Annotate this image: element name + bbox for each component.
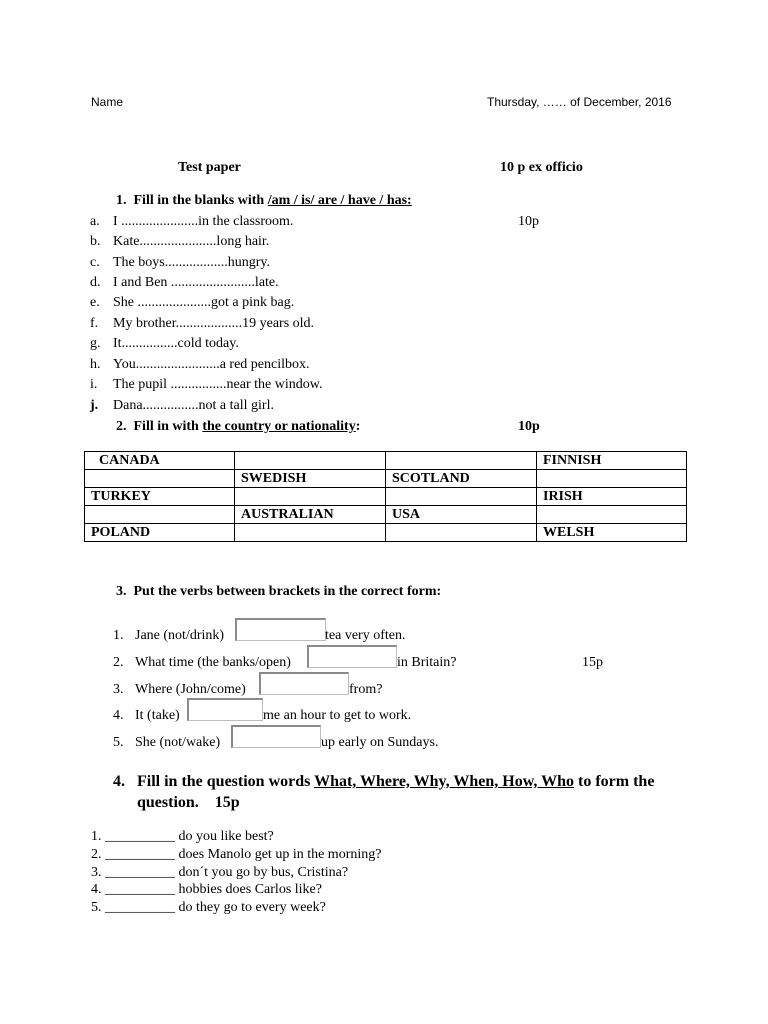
table-cell: CANADA (85, 452, 235, 470)
ex1-item-text: The pupil ................near the window. (113, 377, 323, 392)
ex1-item-text: Kate......................long hair. (113, 234, 270, 249)
ex1-item-letter: g. (90, 336, 101, 351)
ex1-item-text: My brother...................19 years old. (113, 316, 315, 331)
ex4-item-text: does Manolo get up in the morning? (178, 847, 382, 862)
ex2-instruction-underlined: the country or nationality (202, 419, 356, 434)
ex1-item-text: Dana................not a tall girl. (113, 398, 274, 413)
table-cell (235, 524, 386, 542)
ex4-item (91, 829, 274, 845)
ex3-item-before: She (not/wake) (135, 735, 221, 750)
table-row (85, 452, 687, 470)
table-cell (386, 488, 537, 506)
ex4-number: 4. (113, 773, 125, 790)
table-cell (85, 470, 235, 488)
table-cell: IRISH (537, 488, 687, 506)
ex4-item-number: 1. (91, 829, 102, 844)
ex1-item-letter: b. (90, 234, 101, 249)
table-row (85, 506, 687, 524)
ex4-item-text: do they go to every week? (178, 900, 326, 915)
ex1-instruction-underlined: /am / is/ are / have / has: (267, 193, 412, 208)
table-cell: FINNISH (537, 452, 687, 470)
ex4-item-text: hobbies does Carlos like? (178, 882, 322, 897)
ex4-points: 15p (214, 794, 240, 811)
ex-officio-points: 10 p ex officio (500, 160, 583, 175)
ex1-item-letter: d. (90, 275, 101, 290)
ex1-item-letter: a. (90, 214, 100, 229)
table-cell: WELSH (537, 524, 687, 542)
ex1-item-letter: j. (90, 398, 99, 413)
ex3-item-after: up early on Sundays. (321, 735, 439, 750)
ex1-item-letter: e. (90, 295, 100, 310)
ex4-instruction-suffix: to form the question. (137, 773, 655, 811)
date-line: Thursday, …… of December, 2016 (487, 95, 672, 109)
table-cell: SCOTLAND (386, 470, 537, 488)
answer-box[interactable] (231, 725, 321, 748)
ex3-item-number: 3. (113, 682, 124, 697)
table-cell (386, 524, 537, 542)
answer-box[interactable] (259, 672, 349, 695)
answer-box[interactable] (307, 645, 397, 668)
ex2-instruction-suffix: : (355, 419, 361, 434)
ex1-item-letter: f. (90, 316, 99, 331)
table-cell (537, 470, 687, 488)
ex3-item-after: in Britain? (397, 655, 457, 670)
table-row (85, 470, 687, 488)
table-cell: USA (386, 506, 537, 524)
table-row (85, 488, 687, 506)
ex2-number: 2. (116, 419, 127, 434)
ex1-number: 1. (116, 193, 127, 208)
ex4-item-blank: __________ (105, 847, 175, 862)
ex2-instruction-prefix: Fill in with (133, 419, 203, 434)
ex3-number: 3. (116, 584, 127, 599)
ex4-item-text: do you like best? (178, 829, 274, 844)
ex1-instruction-prefix: Fill in the blanks with (133, 193, 268, 208)
ex1-item-text: I ......................in the classroom. (113, 214, 294, 229)
table-cell (235, 452, 386, 470)
paper-title: Test paper (178, 160, 241, 175)
ex4-item-text: don´t you go by bus, Cristina? (178, 865, 349, 880)
ex4-item-number: 4. (91, 882, 102, 897)
ex3-instruction: Put the verbs between brackets in the correct form: (133, 584, 442, 599)
table-cell (537, 506, 687, 524)
ex4-item-blank: __________ (105, 900, 175, 915)
ex4-item-number: 5. (91, 900, 102, 915)
ex3-heading (116, 584, 441, 600)
ex1-heading (116, 193, 412, 209)
ex1-item-text: I and Ben ........................late. (113, 275, 279, 290)
countries-table (84, 451, 687, 542)
table-cell: POLAND (85, 524, 235, 542)
ex2-points: 10p (518, 419, 540, 434)
ex4-item-number: 2. (91, 847, 102, 862)
ex3-points: 15p (582, 655, 603, 670)
ex3-item-before: What time (the banks/open) (135, 655, 291, 670)
answer-box[interactable] (235, 618, 326, 641)
ex4-instruction-underlined: What, Where, Why, When, How, Who (314, 773, 574, 790)
ex4-item-number: 3. (91, 865, 102, 880)
ex3-item-number: 4. (113, 708, 124, 723)
ex2-heading (116, 419, 360, 435)
table-cell (85, 506, 235, 524)
ex1-item-text: The boys..................hungry. (113, 255, 270, 270)
ex3-item-before: Jane (not/drink) (135, 628, 225, 643)
ex4-instruction-prefix: Fill in the question words (137, 773, 315, 790)
table-cell: SWEDISH (235, 470, 386, 488)
ex1-item-text: You........................a red pencilbox. (113, 357, 310, 372)
ex3-item-after: from? (349, 682, 383, 697)
ex4-item (91, 900, 326, 916)
ex1-item-text: She .....................got a pink bag. (113, 295, 295, 310)
answer-box[interactable] (187, 698, 263, 721)
ex3-item-number: 5. (113, 735, 124, 750)
table-cell (386, 452, 537, 470)
ex3-item-before: It (take) (135, 708, 180, 723)
ex3-item-after: tea very often. (325, 628, 406, 643)
ex4-item (91, 882, 322, 898)
ex4-item-blank: __________ (105, 882, 175, 897)
table-cell: AUSTRALIAN (235, 506, 386, 524)
ex1-points: 10p (518, 214, 539, 229)
ex4-item-blank: __________ (105, 829, 175, 844)
ex4-heading (113, 771, 683, 813)
table-cell: TURKEY (85, 488, 235, 506)
ex4-item (91, 865, 348, 881)
table-row (85, 524, 687, 542)
ex3-item-number: 1. (113, 628, 124, 643)
ex3-item-before: Where (John/come) (135, 682, 246, 697)
ex4-item-blank: __________ (105, 865, 175, 880)
name-label: Name (91, 95, 124, 109)
ex4-item (91, 847, 381, 863)
ex1-item-letter: c. (90, 255, 100, 270)
ex1-item-text: It................cold today. (113, 336, 239, 351)
table-cell (235, 488, 386, 506)
ex3-item-number: 2. (113, 655, 124, 670)
ex3-item-after: me an hour to get to work. (263, 708, 412, 723)
ex1-item-letter: i. (90, 377, 98, 392)
ex1-item-letter: h. (90, 357, 101, 372)
